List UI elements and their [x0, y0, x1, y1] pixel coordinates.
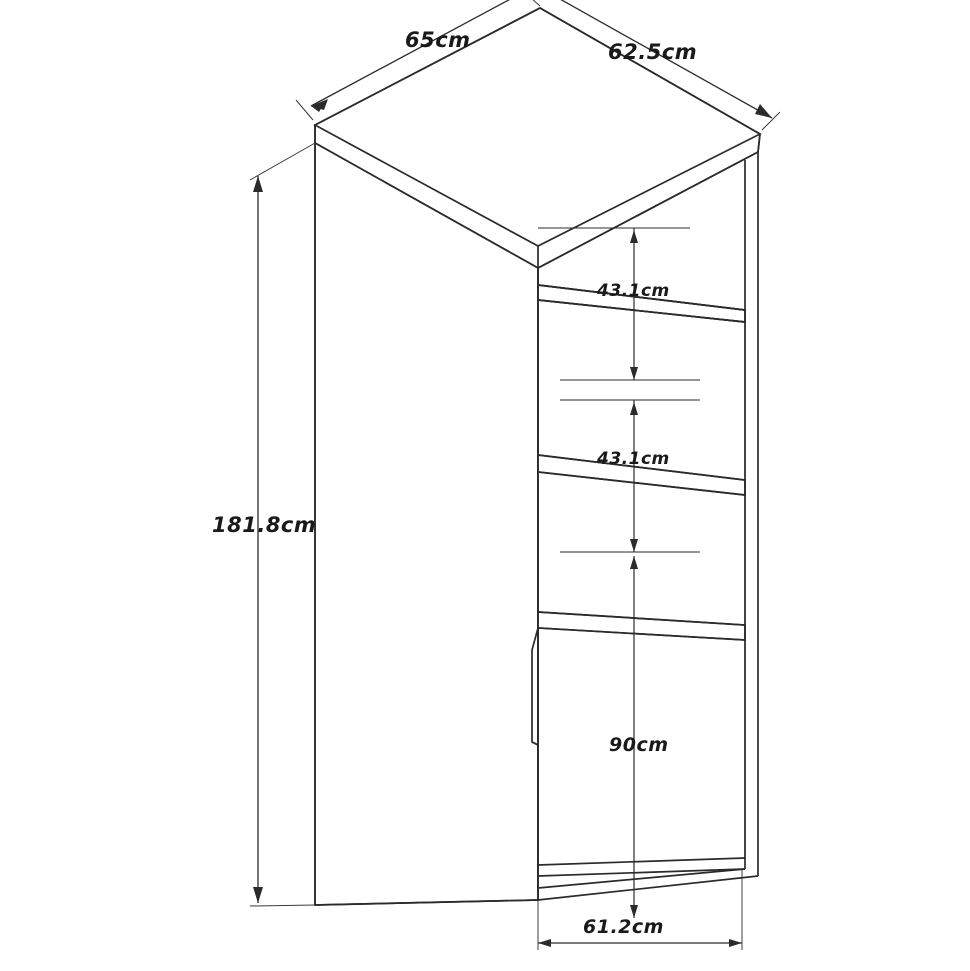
- dimension-arrow-depth: [755, 104, 772, 118]
- dimension-arrow-gap2-top: [630, 402, 638, 415]
- dimension-arrow-inner-right: [729, 939, 742, 947]
- dimension-arrow-inner-left: [538, 939, 551, 947]
- dimension-arrow-height-bottom: [253, 887, 263, 903]
- dimension-label-width: 65cm: [405, 28, 471, 52]
- dimension-arrow-gap1-bottom: [630, 367, 638, 380]
- dimension-label-total-height: 181.8cm: [212, 513, 317, 537]
- dimension-label-depth: 62.5cm: [608, 40, 698, 64]
- dimension-label-shelf-gap-2: 43.1cm: [597, 449, 670, 469]
- base-panel: [538, 858, 745, 876]
- dimension-label-shelf-gap-1: 43.1cm: [597, 281, 670, 301]
- dimension-arrow-lower-top: [630, 556, 638, 569]
- dimension-arrow-height-top: [253, 176, 263, 192]
- dimension-arrow-gap2-bottom: [630, 539, 638, 552]
- shelf-lower: [538, 612, 745, 640]
- dimension-arrow-gap1-top: [630, 230, 638, 243]
- dimension-label-inner-width: 61.2cm: [583, 916, 664, 938]
- right-side-panel: [538, 152, 758, 900]
- dimension-label-lower-height: 90cm: [609, 734, 669, 756]
- front-door-panel: [315, 143, 538, 905]
